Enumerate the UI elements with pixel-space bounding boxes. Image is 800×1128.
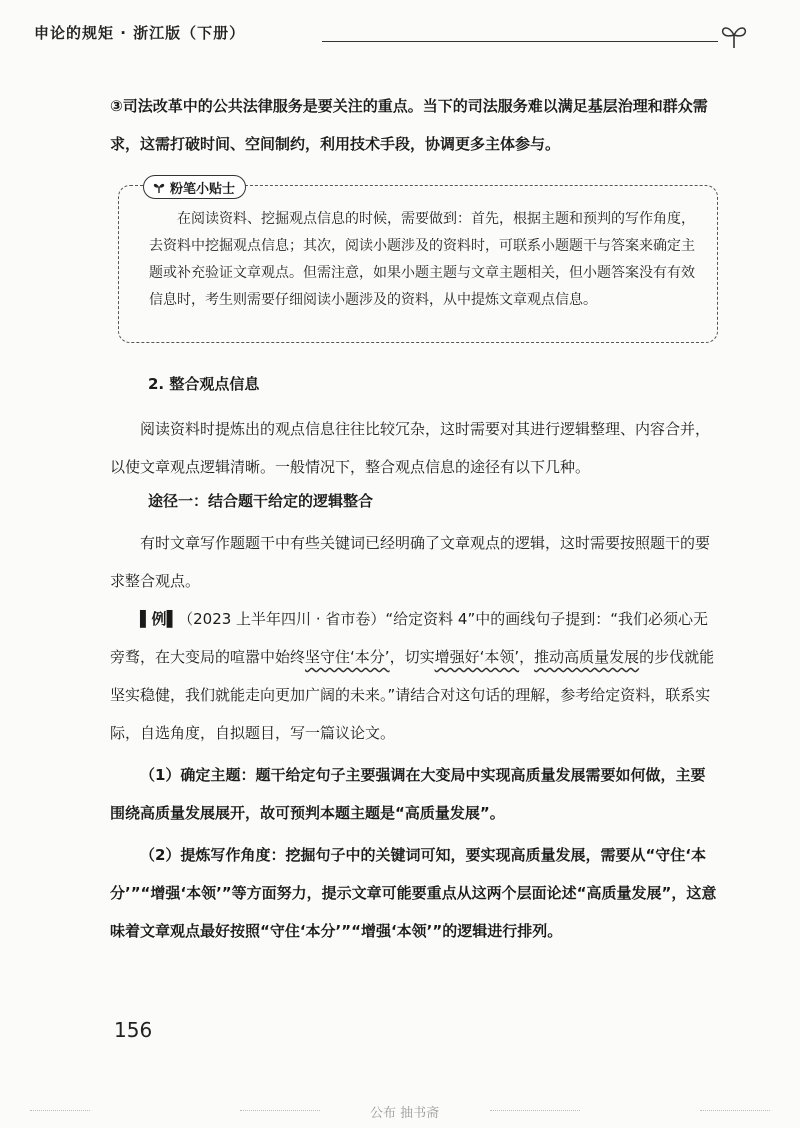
footer-mark-center-left bbox=[240, 1110, 320, 1111]
example-underline-2: 增强好‘本领’ bbox=[434, 648, 520, 666]
intro-paragraph: ③司法改革中的公共法律服务是要关注的重点。当下的司法服务难以满足基层治理和群众需求，这需打破时间、空间制约，利用技术手段，协调更多主体参与。 bbox=[110, 97, 708, 153]
example-underline-3: 推动高质量发展 bbox=[534, 648, 640, 666]
footer-mark-left bbox=[30, 1110, 90, 1111]
sprout-icon bbox=[718, 20, 750, 50]
page-number: 156 bbox=[114, 1018, 153, 1042]
example-text-3: ， bbox=[519, 648, 535, 666]
page-header bbox=[34, 22, 724, 52]
step-1: （1）确定主题：题干给定句子主要强调在大变局中实现高质量发展需要如何做，主要围绕高质量发展展开，故可预判本题主题是“高质量发展”。 bbox=[110, 766, 706, 822]
route-paragraph: 有时文章写作题题干中有些关键词已经明确了文章观点的逻辑，这时需要按照题干的要求整合观点。 bbox=[110, 534, 711, 590]
footer-mark-center-right bbox=[490, 1110, 580, 1111]
step-2: （2）提炼写作角度：挖掘句子中的关键词可知，要实现高质量发展，需要从“守住‘本分’”“增强‘本领’”等方面努力，提示文章可能要重点从这两个层面论述“高质量发展”，这意味着文章观点最好按照“守住‘本分’”“增强‘本领’”的逻辑进行排列。 bbox=[110, 846, 717, 940]
example-underline-1: 坚守住‘本分’ bbox=[305, 648, 390, 666]
header-rule bbox=[322, 41, 718, 42]
example-label: ▌例▌ bbox=[140, 610, 179, 628]
example-paragraph bbox=[110, 600, 720, 752]
example-text-2: ，切实 bbox=[389, 648, 435, 666]
tip-badge-label: 粉笔小贴士 bbox=[170, 181, 236, 197]
example-text-4: 的步伐就能坚实稳健，我们就能走向更加广阔的未来。”请结合对这句话的理解，参考给定资料，联系实际，自选角度，自拟题目，写一篇议论文。 bbox=[110, 648, 715, 742]
tip-box bbox=[118, 181, 718, 343]
section-heading: 2. 整合观点信息 bbox=[148, 375, 260, 393]
footer-scribble: 公布 抽书斋 bbox=[370, 1106, 440, 1121]
tip-text: 在阅读资料、挖掘观点信息的时候，需要做到：首先，根据主题和预判的写作角度，去资料中挖掘观点信息；其次，阅读小题涉及的资料时，可联系小题题干与答案来确定主题或补充验证文章观点。但需注意，如果小题主题与文章主题相关，但小题答案没有有效信息时，考生则需要仔细阅读小题涉及的资料，从中提炼文章观点信息。 bbox=[149, 211, 695, 308]
header-title: 申论的规矩 · 浙江版（下册） bbox=[34, 24, 246, 42]
tip-badge bbox=[143, 175, 246, 199]
section-paragraph: 阅读资料时提炼出的观点信息往往比较冗杂，这时需要对其进行逻辑整理、内容合并，以使文章观点逻辑清晰。一般情况下，整合观点信息的途径有以下几种。 bbox=[110, 420, 711, 476]
route-heading: 途径一：结合题干给定的逻辑整合 bbox=[148, 492, 374, 510]
sprout-badge-icon bbox=[152, 180, 166, 194]
example-text-1: （2023 上半年四川 · 省市卷）“给定资料 4”中的画线句子提到：“我们必须心无旁骛，在大变局的喧嚣中始终 bbox=[110, 610, 708, 666]
footer-mark-right bbox=[700, 1110, 770, 1111]
